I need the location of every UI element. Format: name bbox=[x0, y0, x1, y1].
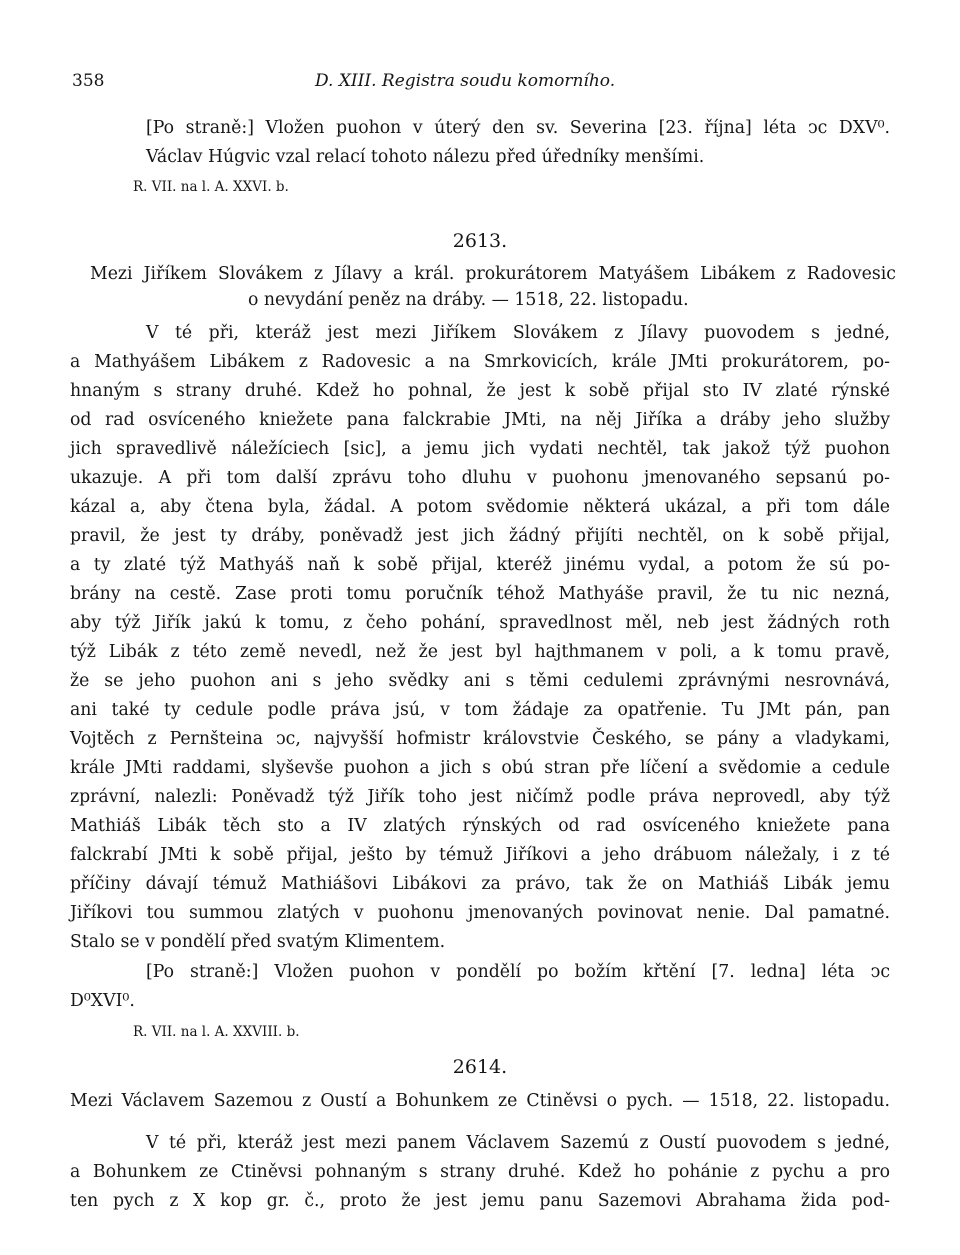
entry-heading: o nevydání peněz na dráby. — 1518, 22. listopadu. bbox=[248, 290, 689, 310]
page-number: 358 bbox=[72, 71, 105, 91]
body-line: pravil, že jest ty dráby, poněvadž jest jich žádný přijíti nechtěl, on k sobě přijal, bbox=[70, 526, 890, 546]
body-line: hnaným s strany druhé. Kdež ho pohnal, že jest k sobě přijal sto IV zlaté rýnské bbox=[70, 381, 890, 401]
body-line: a ty zlaté týž Mathyáš naň k sobě přijal, kteréž jinému vydal, a potom že sú po- bbox=[70, 555, 890, 575]
entry-heading: Mezi Jiříkem Slovákem z Jílavy a král. prokurátorem Matyášem Libákem z Radovesic bbox=[90, 264, 896, 284]
body-line: Stalo se v pondělí před svatým Klimentem. bbox=[70, 932, 446, 952]
body-line: jich spravedlivě náležíciech [sic], a jemu jich vydati nechtěl, tak jakož týž puohon bbox=[70, 439, 890, 459]
register-reference: R. VII. na l. A. XXVIII. b. bbox=[133, 1024, 300, 1040]
body-line: V té při, kteráž jest mezi panem Václavem Sazemú z Oustí puovodem s jedné, bbox=[146, 1133, 890, 1153]
body-line: krále JMti raddami, slyševše puohon a jich s obú stran pře líčení a svědomie a cedule bbox=[70, 758, 890, 778]
body-line: zprávní, nalezli: Poněvadž týž Jiřík toho jest ničímž podle práva neprovedl, aby týž bbox=[70, 787, 890, 807]
body-line: a Mathyášem Libákem z Radovesic a na Smrkovicích, krále JMti prokurátorem, po- bbox=[70, 352, 890, 372]
body-line: ukazuje. A při tom další zprávu toho dluhu v puohonu jmenovaného sepsanú po- bbox=[70, 468, 890, 488]
body-line: V té při, kteráž jest mezi Jiříkem Slovákem z Jílavy puovodem s jedné, bbox=[146, 323, 890, 343]
marginal-note: Václav Húgvic vzal relací tohoto nálezu před úředníky menšími. bbox=[146, 147, 705, 167]
body-line: Mathiáš Libák těch sto a IV zlatých rýnských od rad osvíceného kniežete pana bbox=[70, 816, 890, 836]
body-line: brány na cestě. Zase proti tomu poručník téhož Mathyáše pravil, že tu nic nezná, bbox=[70, 584, 890, 604]
body-line: Vojtěch z Pernšteina ↄc, najvyšší hofmistr královstvie Českého, se pány a vladykami, bbox=[70, 729, 890, 749]
body-line: aby týž Jiřík jakú k tomu, z čeho pohání, spravedlnost měl, neb jest žádných roth bbox=[70, 613, 890, 633]
body-line: falckrabí JMti k sobě přijal, ješto by témuž Jiříkovi a jeho drábuom náležaly, i z té bbox=[70, 845, 890, 865]
body-line: příčiny dávají témuž Mathiášovi Libákovi za právo, tak že on Mathiáš Libák jemu bbox=[70, 874, 890, 894]
entry-heading: Mezi Václavem Sazemou z Oustí a Bohunkem ze Ctiněvsi o pych. — 1518, 22. listopadu. bbox=[70, 1091, 890, 1111]
marginal-note: [Po straně:] Vložen puohon v úterý den sv. Severina [23. října] léta ↄc DXV⁰. bbox=[146, 118, 890, 138]
register-reference: R. VII. na l. A. XXVI. b. bbox=[133, 179, 289, 195]
entry-number: 2613. bbox=[452, 230, 508, 252]
body-line: a Bohunkem ze Ctiněvsi pohnaným s strany druhé. Kdež ho pohánie z pychu a pro bbox=[70, 1162, 890, 1182]
body-line: týž Libák z této země nevedl, než že jest byl hajthmanem v poli, a k tomu pravě, bbox=[70, 642, 890, 662]
entry-number: 2614. bbox=[452, 1056, 508, 1078]
body-line: od rad osvíceného kniežete pana falckrabie JMti, na něj Jiříka a dráby jeho služby bbox=[70, 410, 890, 430]
body-line: kázal a, aby čtena byla, žádal. A potom svědomie některá ukázal, a při tom dále bbox=[70, 497, 890, 517]
body-line: ani také ty cedule podle práva jsú, v tom žádaje za opatřenie. Tu JMt pán, pan bbox=[70, 700, 890, 720]
body-line: že se jeho puohon ani s jeho svědky ani s těmi cedulemi zprávnými nesrovnává, bbox=[70, 671, 890, 691]
marginal-note: D⁰XVI⁰. bbox=[70, 991, 135, 1011]
running-title: D. XIII. Registra soudu komorního. bbox=[315, 71, 616, 91]
body-line: ten pych z X kop gr. č., proto že jest jemu panu Sazemovi Abrahama žida pod- bbox=[70, 1191, 890, 1211]
marginal-note: [Po straně:] Vložen puohon v pondělí po božím křtění [7. ledna] léta ↄc bbox=[146, 962, 890, 982]
body-line: Jiříkovi tou summou zlatých v puohonu jmenovaných povinovat nenie. Dal pamatné. bbox=[70, 903, 890, 923]
running-head bbox=[72, 71, 897, 93]
